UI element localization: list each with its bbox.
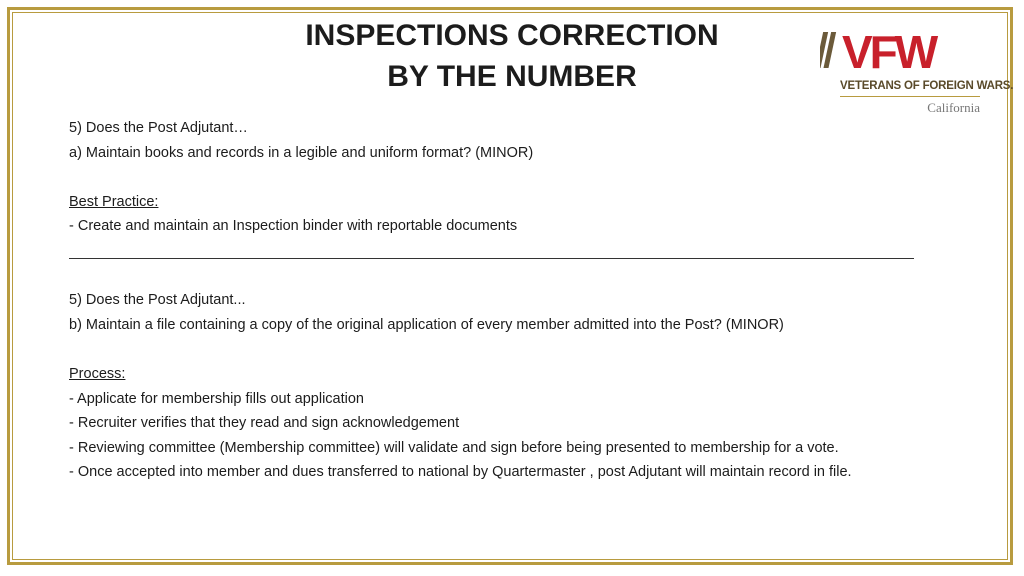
spacer [69,239,852,264]
spacer [69,337,852,362]
process-step: - Recruiter verifies that they read and sign acknowledgement [69,415,460,432]
slide-body [69,116,852,485]
logo-divider [840,96,980,97]
logo-mark-text: VFW [842,28,936,78]
logo-state: California [927,100,980,115]
best-practice-label: Best Practice: [69,193,159,210]
title-line-1: INSPECTIONS CORRECTION [305,19,719,52]
logo-subtitle: VETERANS OF FOREIGN WARS. [840,80,1014,92]
section1-item-a: a) Maintain books and records in a legible and uniform format? (MINOR) [69,144,534,161]
section1-question: 5) Does the Post Adjutant… [69,120,248,136]
spacer [69,165,852,190]
process-step: - Reviewing committee (Membership committee) will validate and sign before being presented to membership for a vote. [69,439,839,456]
vfw-logo-mark [820,28,988,78]
title-line-2: BY THE NUMBER [387,60,637,93]
section-divider [69,258,914,259]
spacer [69,264,852,289]
section2-question: 5) Does the Post Adjutant... [69,292,246,309]
best-practice-item: - Create and maintain an Inspection binder with reportable documents [69,218,518,235]
vfw-logo [820,28,1014,120]
process-label: Process: [69,365,126,382]
process-step: - Applicate for membership fills out application [69,390,364,407]
process-step: - Once accepted into member and dues transferred to national by Quartermaster , post Adjutant will maintain record in file. [69,464,852,481]
section2-item-b: b) Maintain a file containing a copy of the original application of every member admitted into the Post? (MINOR) [69,316,784,333]
